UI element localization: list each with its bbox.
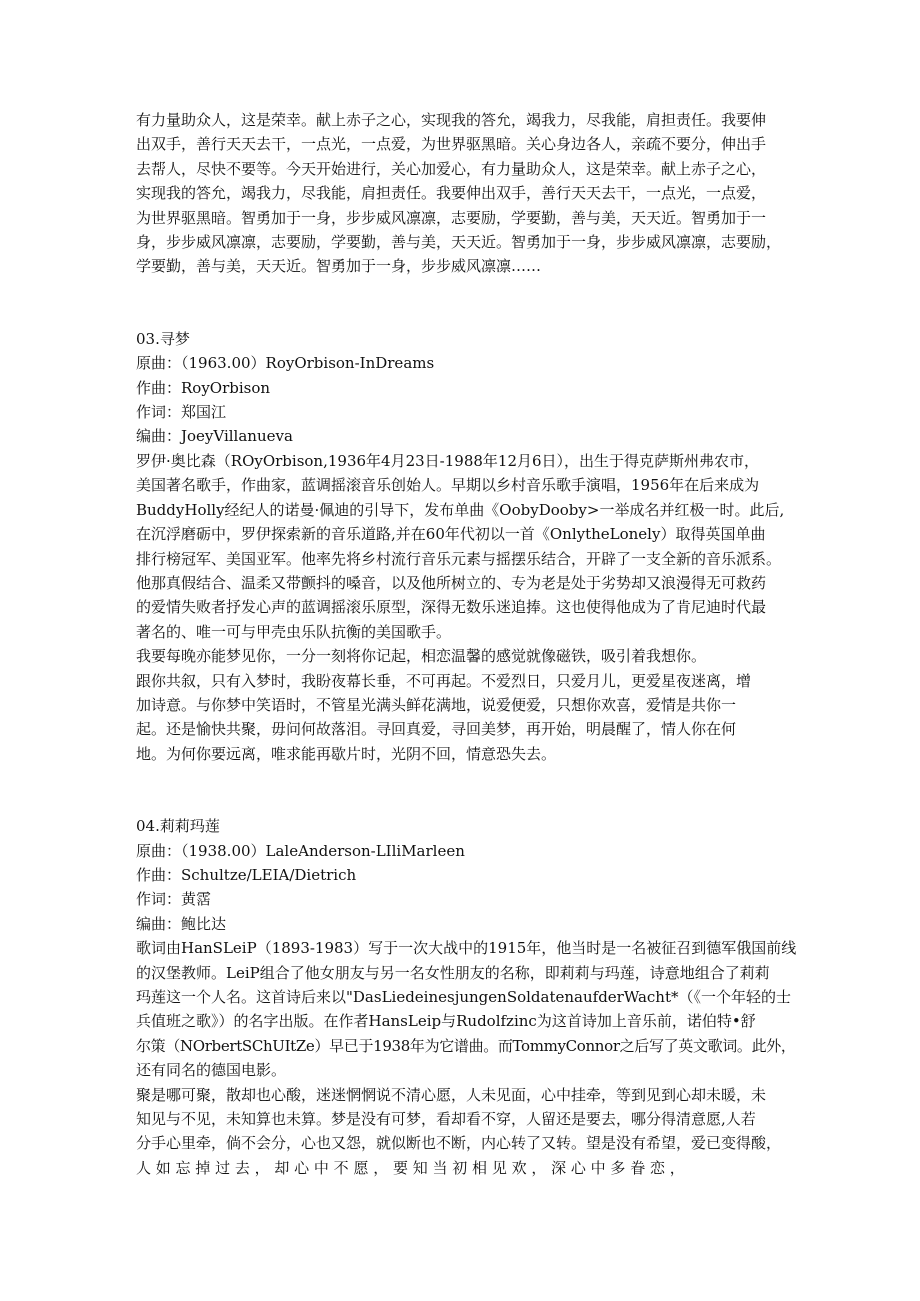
lyrics-paragraph [136,1083,796,1181]
text-line: 知见与不见，未知算也未算。梦是没有可梦，看却看不穿，人留还是要去，哪分得清意愿,人若 [136,1110,756,1129]
text-line: 学要勤，善与美，天天近。智勇加于一身，步步威风凛凛…… [136,257,542,276]
composer: 作曲：RoyOrbison [136,378,271,397]
text-line: 罗伊·奥比森（ROyOrbison,1936年4月23日-1988年12月6日），出生于得克萨斯州弗农市， [136,451,760,470]
text-line: 身，步步威风凛凛，志要励，学要勤，善与美，天天近。智勇加于一身，步步威风凛凛，志要励， [136,233,782,252]
text-line: 歌词由HanSLeiP（1893-1983）写于一次大战中的1915年，他当时是一名被征召到德军俄国前线 [136,939,797,958]
text-line: 排行榜冠军、美国亚军。他率先将乡村流行音乐元素与摇摆乐结合，开辟了一支全新的音乐派系。 [136,549,782,568]
lyricist: 作词：郑国江 [136,403,227,422]
section-gap [136,279,796,327]
text-line: 人 如 忘 掉 过 去 ， 却 心 中 不 愿 ， 要 知 当 初 相 见 欢 ， 深 心 中 多 眷 恋 ， [136,1158,685,1177]
text-line: 他那真假结合、温柔又带颤抖的嗓音，以及他所树立的、专为老是处于劣势却又浪漫得无可救药 [136,573,767,592]
intro-paragraph [136,108,796,279]
section-title: 04.莉莉玛莲 [136,817,220,836]
text-line: 跟你共叙，只有入梦时，我盼夜幕长垂，不可再起。不爱烈日，只爱月儿，更爱星夜迷离，增 [136,671,752,690]
original-song: 原曲：（1963.00）RoyOrbison-InDreams [136,354,435,373]
original-song: 原曲：（1938.00）LaleAnderson-LIliMarleen [136,841,465,860]
text-line: 聚是哪可聚，散却也心酸，迷迷惘惘说不清心愿，人未见面，心中挂牵，等到见到心却未暖，未 [136,1085,767,1104]
text-line: 的爱情失败者抒发心声的蓝调摇滚乐原型，深得无数乐迷追捧。这也使得他成为了肯尼迪时代最 [136,598,767,617]
lyrics-paragraph [136,644,796,766]
bio-paragraph [136,936,796,1082]
text-line: 有力量助众人，这是荣幸。献上赤子之心，实现我的答允，竭我力，尽我能，肩担责任。我要伸 [136,111,767,129]
text-line: 美国著名歌手，作曲家，蓝调摇滚音乐创始人。早期以乡村音乐歌手演唱，1956年在后来成为 [136,476,760,495]
text-line: 出双手，善行天天去干，一点光，一点爱，为世界驱黑暗。关心身边各人，亲疏不要分，伸出手 [136,135,767,154]
section-03 [136,327,796,766]
text-line: 在沉浮磨砺中，罗伊探索新的音乐道路,并在60年代初以一首《OnlytheLonely）取得英国单曲 [136,525,766,544]
text-line: 地。为何你要远离，唯求能再歇片时，光阴不回，情意恐失去。 [136,744,557,763]
text-line: 的汉堡教师。LeiP组合了他女朋友与另一名女性朋友的名称，即莉莉与玛莲，诗意地组合了莉莉 [136,963,770,982]
section-title: 03.寻梦 [136,329,190,348]
text-line: 实现我的答允，竭我力，尽我能，肩担责任。我要伸出双手，善行天天去干，一点光，一点爱， [136,184,767,203]
arranger: 编曲：鲍比达 [136,914,227,933]
section-04 [136,814,796,1180]
text-line: 分手心里牵，倘不会分，心也又怨，就似断也不断，内心转了又转。望是没有希望，爱已变得酸， [136,1134,782,1153]
text-line: 去帮人，尽快不要等。今天开始进行，关心加爱心，有力量助众人，这是荣幸。献上赤子之心， [136,159,767,178]
section-gap [136,766,796,814]
text-line: 还有同名的德国电影。 [136,1061,287,1080]
text-line: 为世界驱黑暗。智勇加于一身，步步威风凛凛，志要励，学要勤，善与美，天天近。智勇加于一 [136,208,767,227]
text-line: 著名的、唯一可与甲壳虫乐队抗衡的美国歌手。 [136,622,452,641]
text-line: 尔策（NOrbertSChUItZe）早已于1938年为它谱曲。而TommyConnor之后写了英文歌词。此外， [136,1036,796,1055]
document-page [136,108,796,1180]
bio-paragraph [136,449,796,644]
text-line: 起。还是愉快共聚，毋问何故落泪。寻回真爱，寻回美梦，再开始，明晨醒了，情人你在何 [136,720,737,739]
text-line: 兵值班之歌》）的名字出版。在作者HansLeip与Rudolfzinc为这首诗加上音乐前，诺伯特•舒 [136,1012,756,1031]
text-line: 加诗意。与你梦中笑语时，不管星光满头鲜花满地，说爱便爱，只想你欢喜，爱情是共你一 [136,695,737,714]
composer: 作曲：Schultze/LEIA/Dietrich [136,865,357,884]
arranger: 编曲：JoeyVillanueva [136,427,293,446]
lyricist: 作词：黄霑 [136,890,212,909]
text-line: BuddyHolly经纪人的诺曼·佩迪的引导下，发布单曲《OobyDooby>一举成名并红极一时。此后, [136,500,785,519]
text-line: 我要每晚亦能梦见你，一分一刻将你记起，相恋温馨的感觉就像磁铁，吸引着我想你。 [136,647,707,666]
text-line: 玛莲这一个人名。这首诗后来以"DasLiedeinesjungenSoldatenaufderWacht*（《一个年轻的士 [136,988,791,1006]
